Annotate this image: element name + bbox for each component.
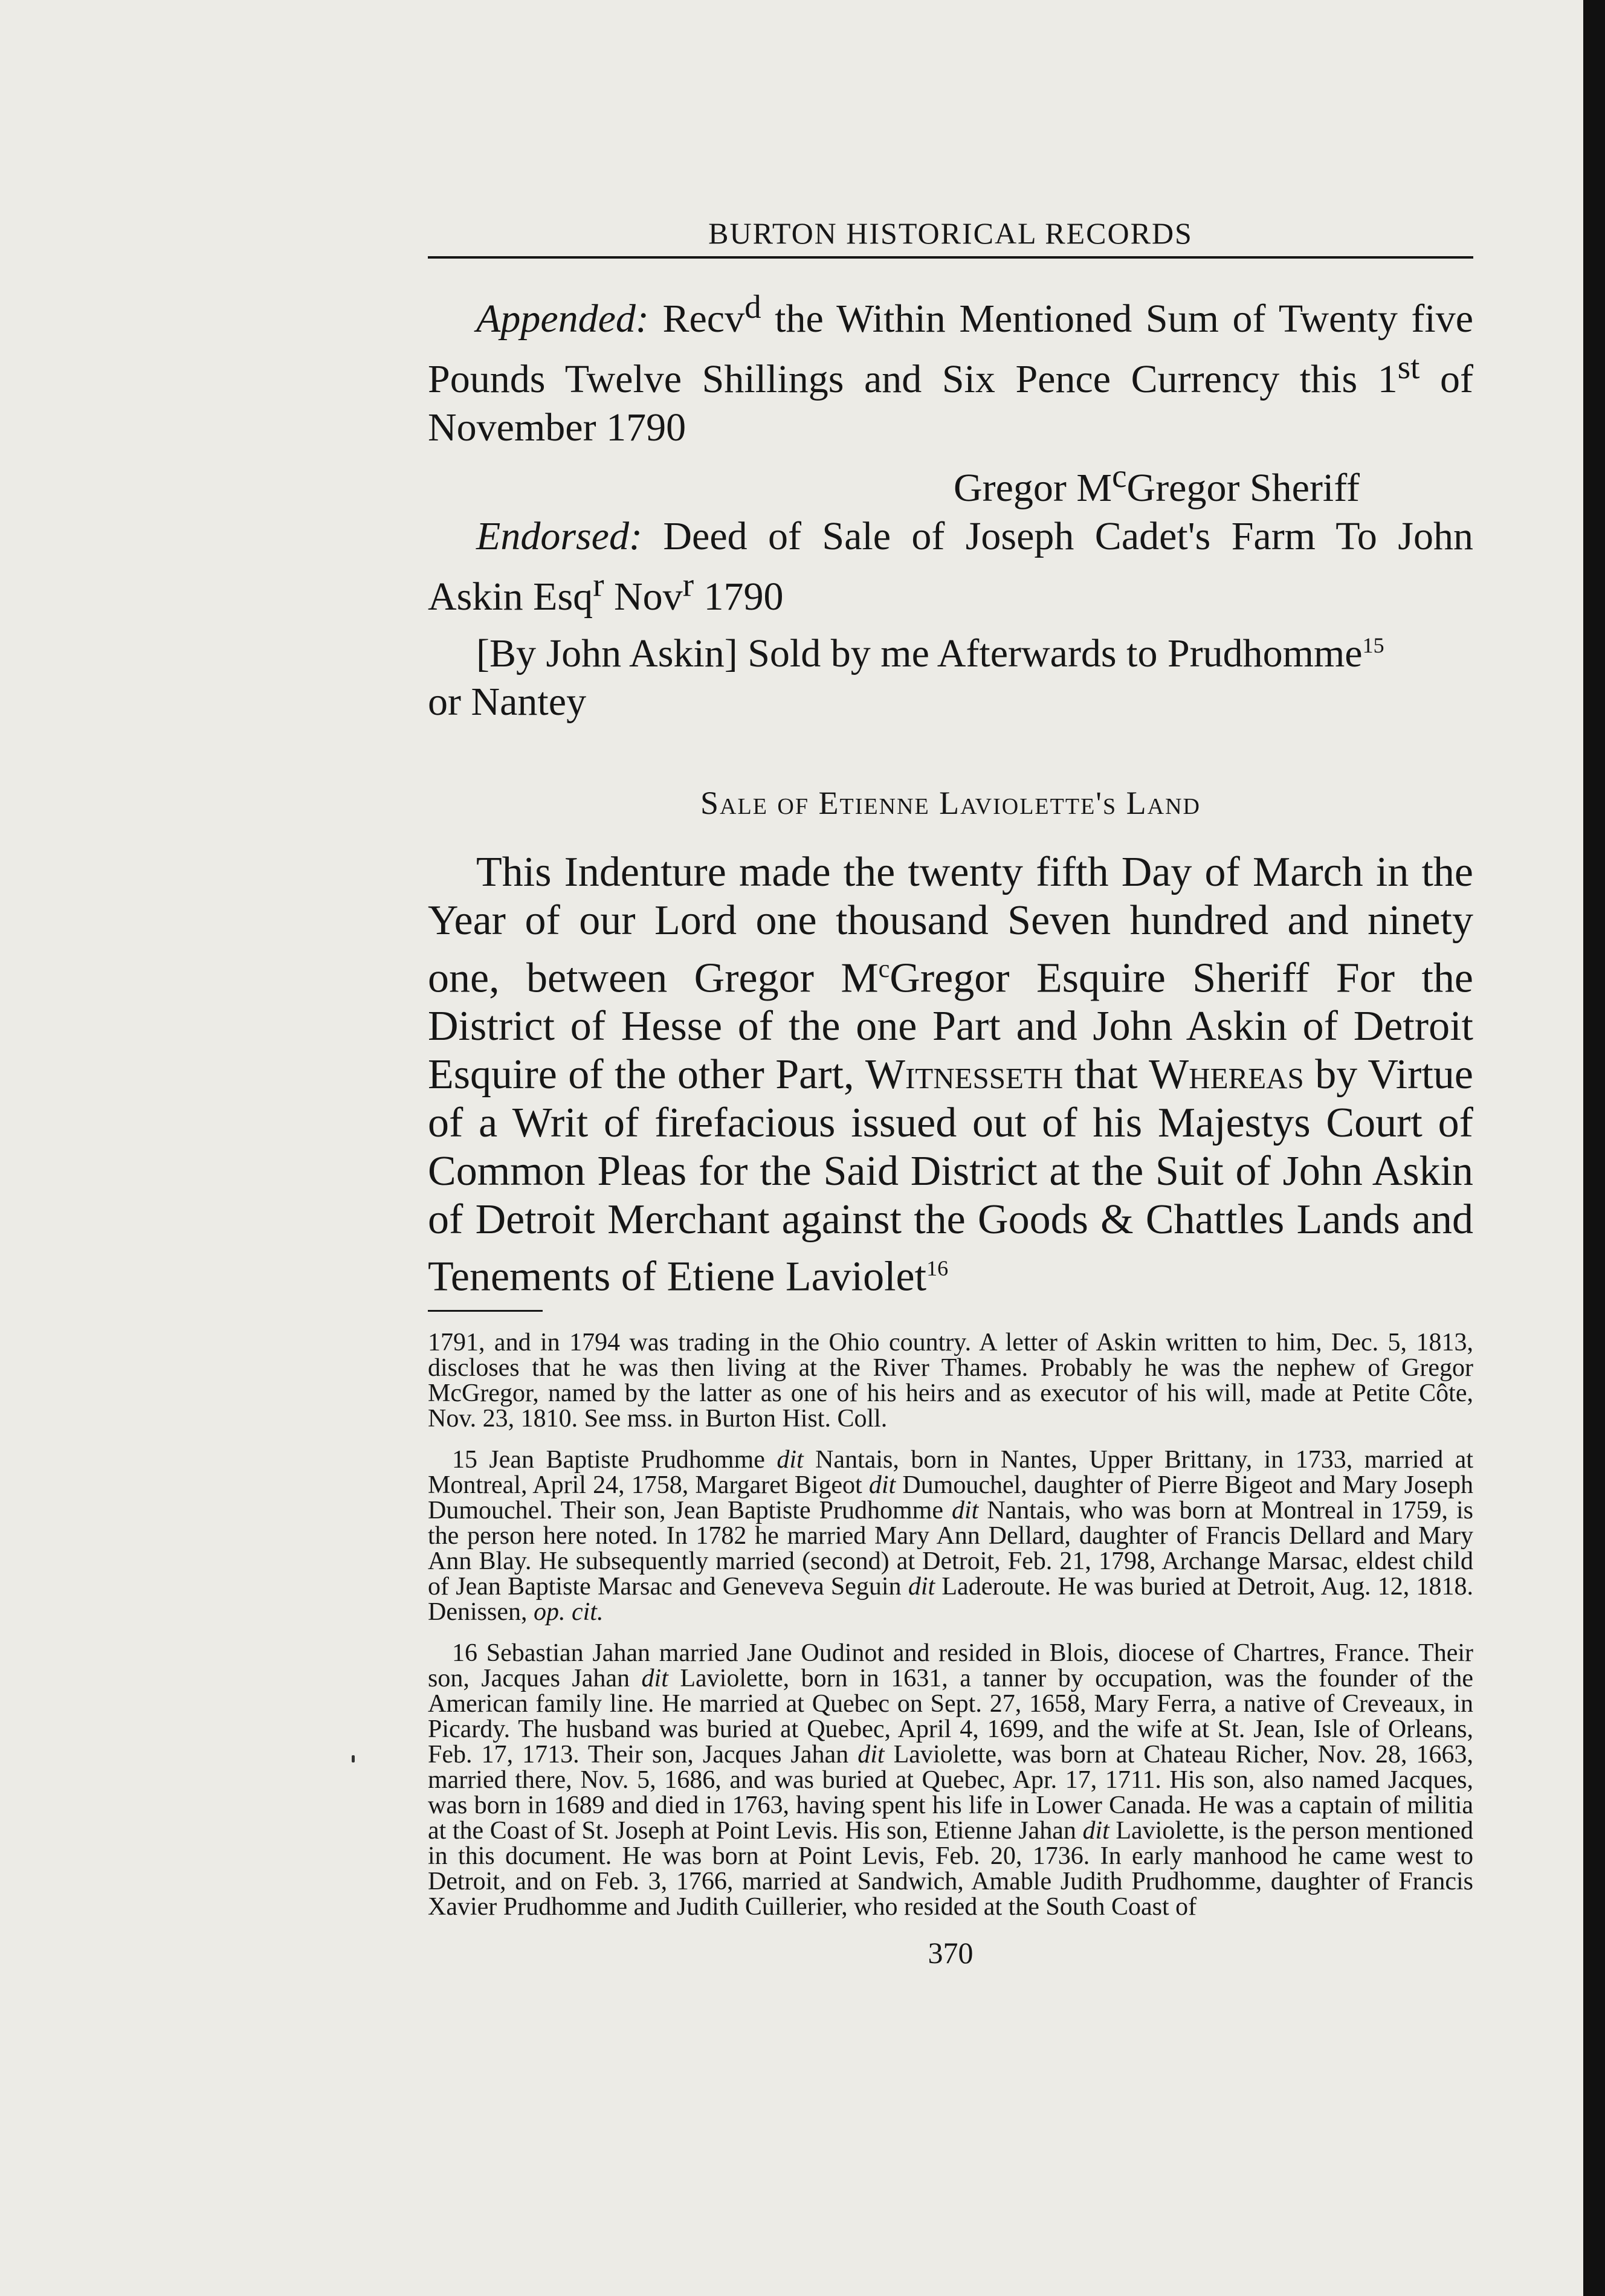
footnotes (428, 1330, 1473, 1920)
footnote-ref: 15 (1362, 633, 1384, 657)
indenture-text: by Virtue of a Writ of firefacious issued out of his Majestys Court of Common Pleas for the Said District at the Suit of John Askin of Detroit Merchant against the Goods & Chattles Lands and Tenements of Etiene Laviolet (428, 1051, 1474, 1300)
book-page (428, 211, 1473, 1970)
indenture-text: This Indenture made the twenty fifth Day of March in the Year of our Lord one thousand Seven hundred and ninety one, between Gregor M (428, 849, 1473, 1002)
footnote-text: Sebastian Jahan married Jane Oudinot and resided in Blois, diocese of Chartres, France. Their son, Jacques Jahan (428, 1639, 1473, 1692)
page-number: 370 (928, 1935, 974, 1970)
main-text (428, 283, 1473, 1301)
footnote-15 (428, 1447, 1473, 1625)
superscript: r (682, 566, 694, 603)
footnote-number: 16 (452, 1639, 477, 1667)
italic-dit: dit (641, 1664, 668, 1692)
footnote-rule (428, 1310, 543, 1312)
footnote-text: Nantais, born in Nantes, Upper Brittany, in 1733, married at Montreal, April 24, 1758, Margaret Bigeot (428, 1445, 1473, 1499)
italic-dit: dit (908, 1572, 935, 1601)
indenture-text: Gregor Esquire Sheriff For the District of Hesse of the one Part and John Askin of Detroit Esquire of the other Part, (428, 955, 1473, 1098)
italic-dit: dit (857, 1740, 885, 1769)
signature-text: Gregor M (954, 466, 1113, 510)
footnote-text: Laviolette, is the person mentioned in this document. He was born at Point Levis, Feb. 20, 1736. In early manhood he came west to Detroit, and on Feb. 3, 1766, married at Sandwich, Amable Judith Prudhomme, daughter of Francis Xavier Prudhomme and Judith Cuillerier, who resided at the South Coast of (428, 1816, 1474, 1921)
footnote-text: Laderoute. He was buried at Detroit, Aug. 12, 1818. Denissen, (428, 1572, 1473, 1626)
indenture-paragraph (428, 848, 1473, 1301)
italic-op-cit: op. cit. (533, 1598, 604, 1626)
indenture-text: that (1063, 1051, 1149, 1098)
footnote-text: Dumouchel, daughter of Pierre Bigeot and Mary Joseph Dumouchel. Their son, Jean Baptiste Prudhomme (428, 1471, 1473, 1524)
footnote-text: Laviolette, born in 1631, a tanner by occupation, was the founder of the American family line. He married at Quebec on Sept. 27, 1658, Mary Ferra, a native of Creveaux, in Picardy. The husband was buried at Quebec, April 4, 1699, and the wife at St. Jean, Isle of Orleans, Feb. 17, 1713. Their son, Jacques Jahan (428, 1664, 1473, 1769)
footnote-ref: 16 (926, 1256, 949, 1281)
footnote-text: Nantais, who was born at Montreal in 1759, is the person here noted. In 1782 he married Mary Ann Dellard, daughter of Francis Dellard and Mary Ann Blay. He subsequently married (second) at Detroit, Feb. 21, 1798, Archange Marsac, eldest child of Jean Baptiste Marsac and Geneveva Seguin (428, 1496, 1473, 1601)
italic-dit: dit (777, 1445, 804, 1474)
footnote-text: Laviolette, was born at Chateau Richer, Nov. 28, 1663, married there, Nov. 5, 1686, and was buried at Quebec, Apr. 17, 1711. His son, also named Jacques, was born in 1689 and died in 1763, having spent his life in Lower Canada. He was a captain of militia at the Coast of St. Joseph at Point Levis. His son, Etienne Jahan (428, 1740, 1474, 1845)
running-head: BURTON HISTORICAL RECORDS (708, 216, 1193, 250)
endorsed-paragraph (428, 512, 1473, 621)
witnesseth-word: Witnesseth (865, 1051, 1064, 1098)
appended-label: Appended: (476, 297, 649, 341)
footnote-continued: 1791, and in 1794 was trading in the Ohio country. A letter of Askin written to him, Dec. 5, 1813, discloses that he was then living at the River Thames. Probably he was the nephew of Gregor McGregor, named by the latter as one of his heirs and as executor of his will, made at Petite Côte, Nov. 23, 1810. See mss. in Burton Hist. Coll. (428, 1328, 1473, 1433)
endorsed-text: Nov (604, 575, 683, 619)
section-title: Sale of Etienne Laviolette's Land (700, 785, 1201, 821)
whereas-word: Whereas (1149, 1051, 1304, 1098)
italic-dit: dit (868, 1471, 896, 1499)
sheriff-signature (428, 452, 1473, 512)
header-rule (428, 256, 1473, 259)
endorsed-text: Deed of Sale of Joseph Cadet's Farm To John Askin Esq (428, 514, 1473, 619)
footnote-text: Jean Baptiste Prudhomme (477, 1445, 777, 1474)
askin-note (428, 621, 1473, 726)
scan-edge (1583, 0, 1605, 2296)
endorsed-label: Endorsed: (476, 514, 642, 558)
signature-text: Gregor Sheriff (1126, 466, 1360, 510)
superscript: r (593, 566, 604, 603)
paper-speck (352, 1755, 355, 1762)
superscript: c (1112, 457, 1127, 494)
italic-dit: dit (1082, 1816, 1109, 1845)
endorsed-text: 1790 (694, 575, 784, 619)
italic-dit: dit (951, 1496, 979, 1524)
appended-text: Recv (662, 297, 745, 341)
appended-text: of November 1790 (428, 357, 1473, 450)
superscript: c (878, 955, 890, 983)
askin-note-text: [By John Askin] Sold by me Afterwards to Prudhomme (476, 631, 1363, 676)
footnote-16 (428, 1640, 1473, 1920)
footnote-number: 15 (452, 1445, 477, 1474)
askin-note-text: or Nantey (428, 680, 587, 724)
appended-text: the Within Mentioned Sum of Twenty five Pounds Twelve Shillings and Six Pence Currency this 1 (428, 297, 1473, 401)
superscript: st (1397, 349, 1420, 385)
appended-paragraph (428, 283, 1473, 452)
superscript: d (744, 288, 761, 325)
